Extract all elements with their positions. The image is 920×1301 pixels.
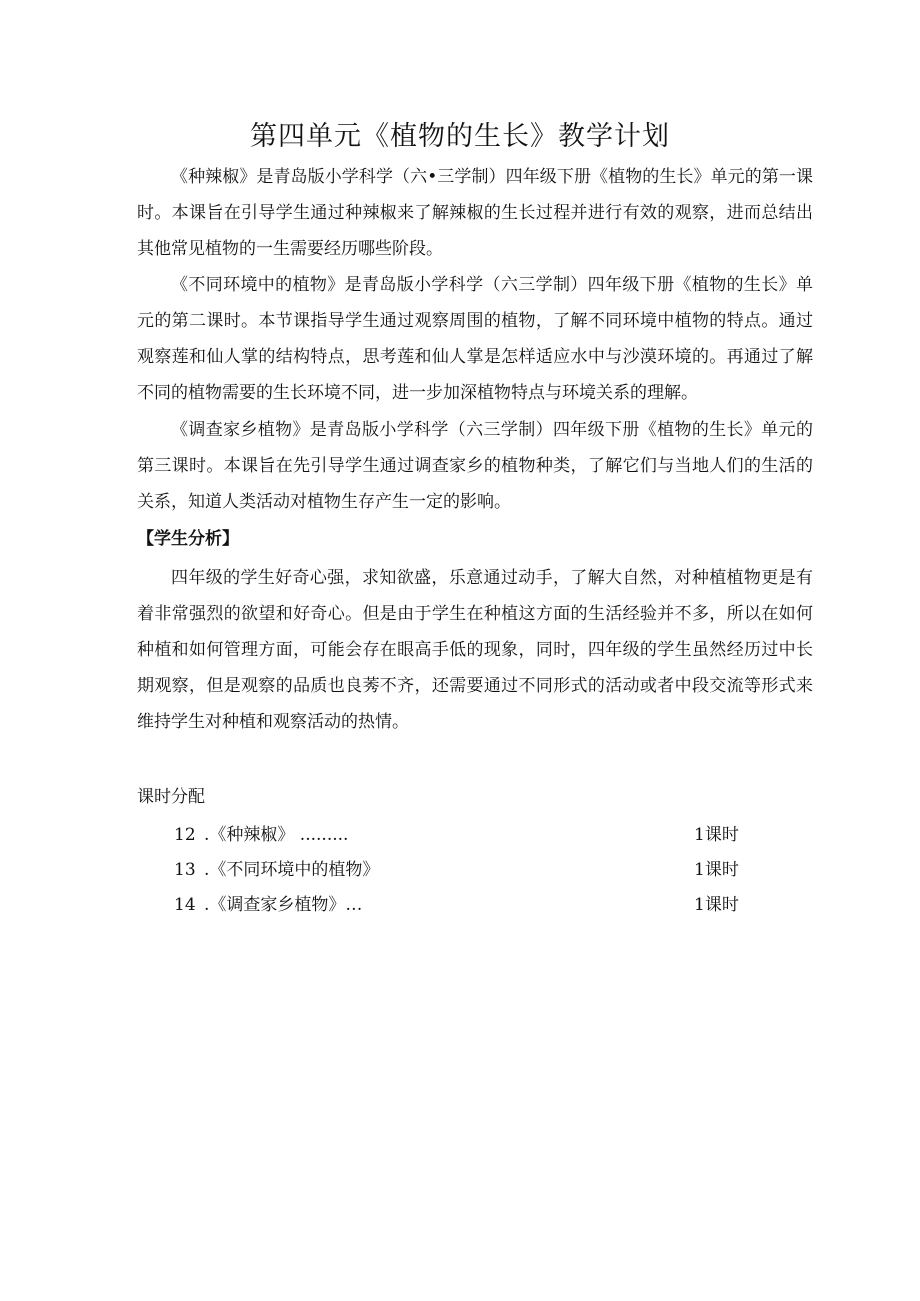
- schedule-heading: 课时分配: [137, 787, 205, 807]
- schedule-row-lesson: .《不同环境中的植物》: [204, 860, 380, 880]
- schedule-row-hours: 1课时: [694, 860, 739, 880]
- schedule-row-lesson: .《种辣椒》 .........: [204, 825, 349, 845]
- schedule-row-hours: 1课时: [694, 825, 739, 845]
- page-title: 第四单元《植物的生长》教学计划: [250, 121, 670, 152]
- student-analysis-paragraph: 四年级的学生好奇心强，求知欲盛，乐意通过动手，了解大自然，对种植植物更是有着非常强烈的欲望和好奇心。但是由于学生在种植这方面的生活经验并不多，所以在如何种植和如何管理方面，可能会存在眼高手低的现象，同时，四年级的学生虽然经历过中长期观察，但是观察的品质也良莠不齐，还需要通过不同形式的活动或者中段交流等形式来维持学生对种植和观察活动的热情。: [137, 568, 813, 732]
- schedule-row-number: 12: [174, 825, 196, 845]
- intro-paragraph-lesson-3: 《调查家乡植物》是青岛版小学科学（六三学制）四年级下册《植物的生长》单元的第三课时。本课旨在先引导学生通过调查家乡的植物种类，了解它们与当地人们的生活的关系，知道人类活动对植物生存产生一定的影响。: [137, 420, 813, 512]
- schedule-row: [174, 818, 744, 853]
- intro-paragraph-lesson-2: 《不同环境中的植物》是青岛版小学科学（六三学制）四年级下册《植物的生长》单元的第二课时。本节课指导学生通过观察周围的植物，了解不同环境中植物的特点。通过观察莲和仙人掌的结构特点，思考莲和仙人掌是怎样适应水中与沙漠环境的。再通过了解不同的植物需要的生长环境不同，进一步加深植物特点与环境关系的理解。: [137, 275, 813, 403]
- schedule-row-lesson: .《调查家乡植物》…: [204, 895, 363, 915]
- schedule-row: [174, 853, 744, 888]
- intro-paragraph-lesson-1: 《种辣椒》是青岛版小学科学（六•三学制）四年级下册《植物的生长》单元的第一课时。本课旨在引导学生通过种辣椒来了解辣椒的生长过程并进行有效的观察，进而总结出其他常见植物的一生需要经历哪些阶段。: [137, 167, 813, 259]
- schedule-row: [174, 888, 744, 923]
- schedule-row-hours: 1课时: [694, 895, 739, 915]
- student-analysis-heading: 【学生分析】: [137, 529, 239, 549]
- schedule-row-number: 13: [174, 860, 196, 880]
- schedule-row-number: 14: [174, 895, 196, 915]
- schedule-list: [174, 818, 744, 923]
